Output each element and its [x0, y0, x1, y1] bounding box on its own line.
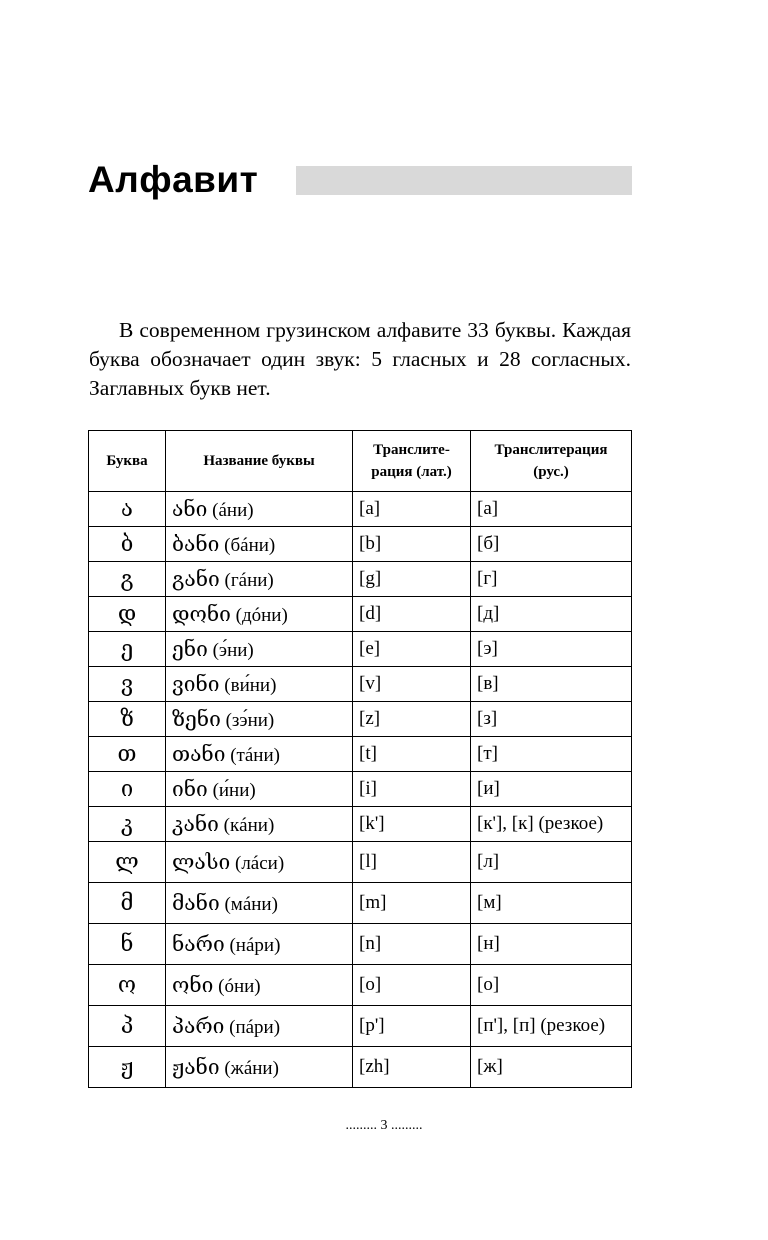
translit-russian-cell: [э]: [471, 632, 632, 667]
translit-russian-cell: [н]: [471, 924, 632, 965]
letter-name-georgian: თანი: [172, 741, 226, 766]
table-row: [89, 807, 632, 842]
letter-name-georgian: დონი: [172, 601, 231, 626]
translit-russian-cell: [т]: [471, 737, 632, 772]
letter-cell: პ: [89, 1006, 166, 1047]
intro-paragraph: В современном грузинском алфавите 33 буквы. Каждая буква обозначает один звук: 5 гласных и 28 согласных. Заглавных букв нет.: [89, 318, 631, 400]
letter-name-russian: (бáни): [224, 534, 276, 556]
translit-latin-cell: [l]: [353, 842, 471, 883]
letter-name-russian: (кáни): [223, 814, 275, 836]
letter-cell: ჟ: [89, 1047, 166, 1088]
letter-cell: ზ: [89, 702, 166, 737]
letter-name-cell: [166, 842, 353, 883]
letter-cell: თ: [89, 737, 166, 772]
translit-latin-cell: [k']: [353, 807, 471, 842]
letter-name-russian: (дóни): [235, 604, 288, 626]
letter-name-georgian: ონი: [172, 972, 214, 997]
letter-name-russian: (э́ни): [212, 639, 254, 661]
table-row: [89, 702, 632, 737]
table-row: [89, 842, 632, 883]
translit-latin-cell: [z]: [353, 702, 471, 737]
letter-name-georgian: ლასი: [172, 849, 231, 874]
header-translit-russian: Транслитерация (рус.): [471, 431, 632, 492]
letter-name-russian: (тáни): [230, 744, 280, 766]
table-header-row: [89, 431, 632, 492]
letter-cell: ი: [89, 772, 166, 807]
letter-name-cell: [166, 965, 353, 1006]
header-translit-latin: Транслите-рация (лат.): [353, 431, 471, 492]
translit-russian-cell: [к'], [к] (резкое): [471, 807, 632, 842]
letter-name-russian: (жáни): [224, 1057, 279, 1079]
table-row: [89, 597, 632, 632]
letter-cell: ბ: [89, 527, 166, 562]
letter-cell: ა: [89, 492, 166, 527]
letter-name-georgian: ჟანი: [172, 1054, 220, 1079]
letter-name-russian: (áни): [212, 499, 254, 521]
table-row: [89, 965, 632, 1006]
letter-name-russian: (лáси): [235, 852, 285, 874]
letter-name-cell: [166, 883, 353, 924]
letter-name-russian: (ви́ни): [224, 674, 277, 696]
letter-name-cell: [166, 632, 353, 667]
letter-name-russian: (гáни): [224, 569, 274, 591]
letter-cell: ნ: [89, 924, 166, 965]
table-body: [89, 492, 632, 1088]
table-row: [89, 562, 632, 597]
translit-latin-cell: [i]: [353, 772, 471, 807]
letter-name-georgian: ანი: [172, 496, 208, 521]
header-letter: Буква: [89, 431, 166, 492]
letter-name-georgian: ენი: [172, 636, 208, 661]
translit-russian-cell: [м]: [471, 883, 632, 924]
translit-latin-cell: [m]: [353, 883, 471, 924]
table-row: [89, 667, 632, 702]
letter-name-georgian: მანი: [172, 890, 220, 915]
letter-name-russian: (мáни): [224, 893, 278, 915]
letter-name-georgian: ვინი: [172, 671, 220, 696]
alphabet-table: [88, 430, 632, 1088]
letter-cell: კ: [89, 807, 166, 842]
header-letter-name: Название буквы: [166, 431, 353, 492]
letter-cell: ო: [89, 965, 166, 1006]
table-row: [89, 1047, 632, 1088]
translit-latin-cell: [p']: [353, 1006, 471, 1047]
page-number: ......... 3 .........: [345, 1118, 423, 1133]
translit-russian-cell: [д]: [471, 597, 632, 632]
translit-russian-cell: [а]: [471, 492, 632, 527]
letter-cell: ვ: [89, 667, 166, 702]
translit-latin-cell: [e]: [353, 632, 471, 667]
letter-name-cell: [166, 772, 353, 807]
translit-russian-cell: [л]: [471, 842, 632, 883]
translit-russian-cell: [п'], [п] (резкое): [471, 1006, 632, 1047]
translit-latin-cell: [t]: [353, 737, 471, 772]
translit-russian-cell: [г]: [471, 562, 632, 597]
table-row: [89, 527, 632, 562]
translit-russian-cell: [в]: [471, 667, 632, 702]
table-row: [89, 632, 632, 667]
title-decoration-bar: [296, 166, 632, 195]
translit-latin-cell: [g]: [353, 562, 471, 597]
letter-name-georgian: ზენი: [172, 706, 221, 731]
letter-name-russian: (нáри): [229, 934, 281, 956]
letter-name-cell: [166, 807, 353, 842]
letter-name-russian: (и́ни): [212, 779, 256, 801]
translit-russian-cell: [з]: [471, 702, 632, 737]
letter-cell: დ: [89, 597, 166, 632]
letter-name-cell: [166, 737, 353, 772]
letter-name-cell: [166, 1047, 353, 1088]
letter-name-cell: [166, 667, 353, 702]
page-title: Алфавит: [88, 159, 259, 200]
table-row: [89, 772, 632, 807]
letter-name-georgian: ნარი: [172, 931, 225, 956]
letter-cell: ლ: [89, 842, 166, 883]
letter-name-cell: [166, 492, 353, 527]
table-row: [89, 737, 632, 772]
letter-name-georgian: ინი: [172, 776, 208, 801]
translit-latin-cell: [o]: [353, 965, 471, 1006]
table-row: [89, 492, 632, 527]
translit-latin-cell: [d]: [353, 597, 471, 632]
translit-latin-cell: [a]: [353, 492, 471, 527]
translit-russian-cell: [б]: [471, 527, 632, 562]
translit-latin-cell: [n]: [353, 924, 471, 965]
letter-cell: გ: [89, 562, 166, 597]
table-row: [89, 924, 632, 965]
letter-name-russian: (óни): [218, 975, 261, 997]
translit-russian-cell: [и]: [471, 772, 632, 807]
table-row: [89, 883, 632, 924]
letter-name-georgian: განი: [172, 566, 220, 591]
letter-name-georgian: კანი: [172, 811, 219, 836]
letter-name-cell: [166, 702, 353, 737]
translit-latin-cell: [zh]: [353, 1047, 471, 1088]
translit-latin-cell: [b]: [353, 527, 471, 562]
letter-name-georgian: ბანი: [172, 531, 220, 556]
translit-russian-cell: [о]: [471, 965, 632, 1006]
letter-name-georgian: პარი: [172, 1013, 225, 1038]
translit-latin-cell: [v]: [353, 667, 471, 702]
letter-cell: ე: [89, 632, 166, 667]
table-row: [89, 1006, 632, 1047]
letter-cell: მ: [89, 883, 166, 924]
letter-name-russian: (зэ́ни): [225, 709, 275, 731]
letter-name-russian: (пáри): [229, 1016, 281, 1038]
letter-name-cell: [166, 1006, 353, 1047]
letter-name-cell: [166, 527, 353, 562]
letter-name-cell: [166, 562, 353, 597]
translit-russian-cell: [ж]: [471, 1047, 632, 1088]
letter-name-cell: [166, 597, 353, 632]
letter-name-cell: [166, 924, 353, 965]
